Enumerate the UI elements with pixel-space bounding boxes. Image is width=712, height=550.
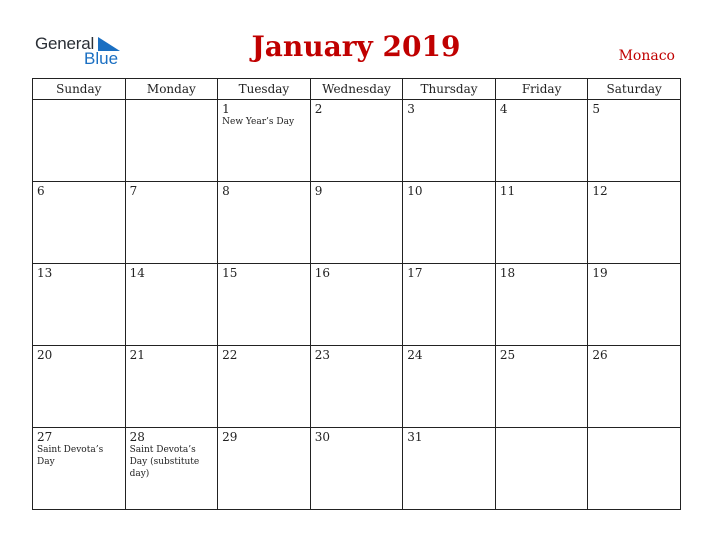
calendar-week-row (33, 182, 681, 264)
day-number: 4 (499, 102, 508, 116)
calendar-day-cell (33, 264, 126, 346)
day-number: 28 (129, 430, 145, 444)
holiday-label: Saint Devota’s Day (37, 445, 104, 467)
calendar-day-cell (125, 428, 218, 510)
calendar-day-cell (403, 428, 496, 510)
weekday-header-row (33, 79, 681, 100)
day-number: 24 (407, 348, 423, 362)
day-number: 12 (592, 184, 608, 198)
day-number: 21 (129, 348, 145, 362)
calendar-day-cell (310, 346, 403, 428)
calendar-day-cell (403, 100, 496, 182)
calendar-day-cell (218, 264, 311, 346)
calendar-day-cell (33, 428, 126, 510)
calendar-day-cell (403, 182, 496, 264)
day-number: 6 (37, 184, 45, 198)
calendar-week-row (33, 100, 681, 182)
calendar-day-cell (495, 100, 588, 182)
day-number: 2 (314, 102, 323, 116)
calendar-day-cell (125, 346, 218, 428)
calendar-day-cell (125, 264, 218, 346)
calendar-day-cell (588, 100, 681, 182)
calendar-day-cell (588, 182, 681, 264)
weekday-header: Thursday (403, 79, 496, 100)
calendar-day-cell (218, 428, 311, 510)
day-number: 8 (222, 184, 230, 198)
calendar-week-row (33, 428, 681, 510)
calendar-day-cell (310, 100, 403, 182)
day-number: 16 (314, 266, 330, 280)
calendar-week-row (33, 264, 681, 346)
day-number: 7 (129, 184, 138, 198)
calendar-day-cell (125, 100, 218, 182)
weekday-header: Saturday (588, 79, 681, 100)
day-number: 31 (407, 430, 423, 444)
calendar-day-cell (495, 182, 588, 264)
calendar-day-cell (33, 100, 126, 182)
calendar-title: January 2019 (251, 30, 461, 63)
day-number: 20 (37, 348, 53, 362)
weekday-header: Sunday (33, 79, 126, 100)
calendar-day-cell (588, 428, 681, 510)
calendar-day-cell (218, 346, 311, 428)
weekday-header: Tuesday (218, 79, 311, 100)
day-number: 26 (592, 348, 608, 362)
weekday-header: Monday (125, 79, 218, 100)
day-number: 11 (499, 184, 516, 198)
day-number: 15 (222, 266, 238, 280)
day-number: 1 (222, 102, 230, 116)
calendar-body (33, 100, 681, 510)
day-number: 25 (499, 348, 516, 362)
day-number: 27 (37, 430, 53, 444)
calendar-day-cell (125, 182, 218, 264)
calendar-day-cell (33, 182, 126, 264)
day-number: 17 (407, 266, 423, 280)
day-number: 13 (37, 266, 53, 280)
holiday-label: Saint Devota’s Day (substitute day) (129, 445, 200, 479)
logo-text-general: General (35, 34, 95, 53)
day-number: 23 (314, 348, 330, 362)
calendar-day-cell (403, 264, 496, 346)
weekday-header: Wednesday (310, 79, 403, 100)
day-number: 3 (407, 102, 415, 116)
logo-text-blue: Blue (84, 49, 119, 68)
calendar-country: Monaco (618, 48, 675, 64)
calendar-day-cell (495, 346, 588, 428)
calendar-day-cell (310, 182, 403, 264)
day-number: 29 (222, 430, 238, 444)
day-number: 10 (407, 184, 423, 198)
calendar-grid (32, 78, 681, 510)
day-number: 22 (222, 348, 238, 362)
calendar-day-cell (218, 182, 311, 264)
calendar-day-cell (33, 346, 126, 428)
day-number: 18 (499, 266, 516, 280)
calendar-day-cell (218, 100, 311, 182)
day-number: 30 (314, 430, 330, 444)
calendar-day-cell (495, 264, 588, 346)
calendar-day-cell (310, 264, 403, 346)
holiday-label: New Year’s Day (222, 117, 295, 127)
calendar-day-cell (310, 428, 403, 510)
calendar-day-cell (495, 428, 588, 510)
calendar-day-cell (588, 264, 681, 346)
calendar-day-cell (403, 346, 496, 428)
calendar-week-row (33, 346, 681, 428)
weekday-header: Friday (495, 79, 588, 100)
day-number: 9 (314, 184, 323, 198)
calendar-day-cell (588, 346, 681, 428)
day-number: 5 (592, 102, 601, 116)
day-number: 19 (592, 266, 608, 280)
day-number: 14 (129, 266, 145, 280)
